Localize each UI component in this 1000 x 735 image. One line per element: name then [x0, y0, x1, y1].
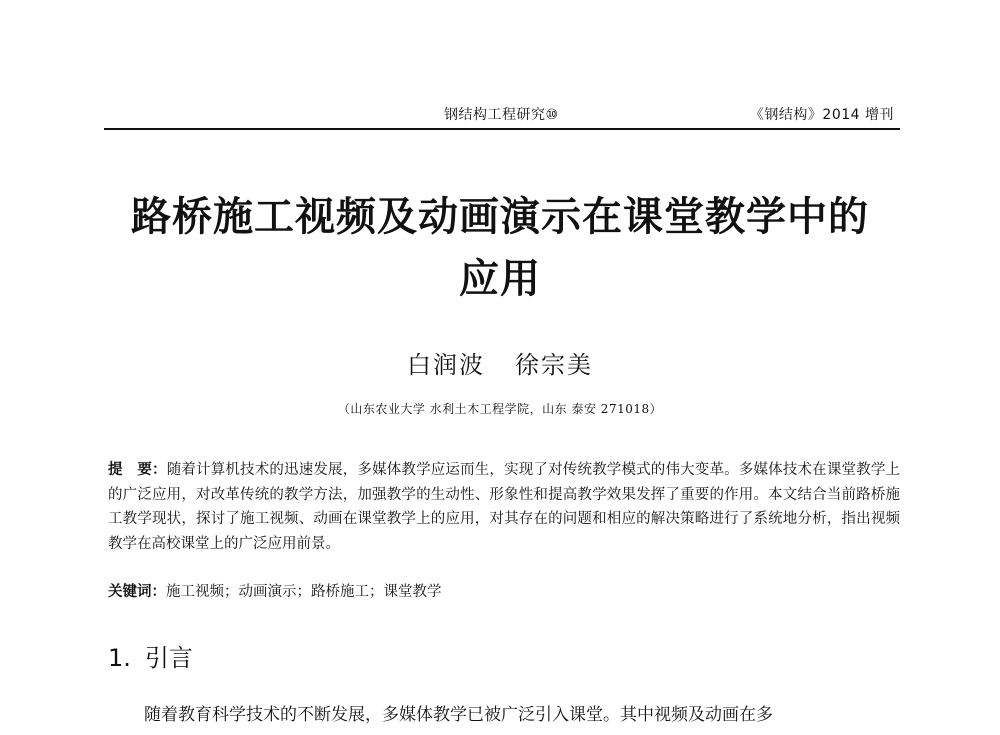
abstract	[108, 458, 900, 556]
section-heading	[108, 638, 193, 673]
author-affiliation: （山东农业大学 水利土木工程学院，山东 泰安 271018）	[337, 402, 663, 416]
keywords	[108, 580, 900, 601]
running-header	[104, 104, 900, 128]
paper-title	[100, 186, 900, 310]
author-name: 白润波	[407, 351, 485, 379]
keywords-label: 关键词：	[108, 584, 166, 600]
abstract-label: 提 要：	[108, 462, 167, 478]
author-list	[100, 345, 900, 380]
paper-title-line-2: 应用	[459, 256, 541, 302]
section-number: 1.	[108, 644, 131, 672]
journal-issue-label: 《钢结构》2014 增刊	[749, 107, 894, 123]
paper-title-line-1: 路桥施工视频及动画演示在课堂教学中的	[131, 194, 869, 240]
header-divider	[104, 128, 900, 130]
author-name: 徐宗美	[515, 351, 593, 379]
body-paragraph: 随着教育科学技术的不断发展，多媒体教学已被广泛引入课堂。其中视频及动画在多	[144, 705, 773, 725]
journal-series-label: 钢结构工程研究⑩	[444, 107, 559, 123]
section-title: 引言	[144, 644, 193, 672]
abstract-text: 随着计算机技术的迅速发展，多媒体教学应运而生，实现了对传统教学模式的伟大变革。多媒体技术在课堂教学上的广泛应用，对改革传统的教学方法，加强教学的生动性、形象性和提高教学效果发挥了重要的作用。本文结合当前路桥施工教学现状，探讨了施工视频、动画在课堂教学上的应用，对其存在的问题和相应的解决策略进行了系统地分析，指出视频教学在高校课堂上的广泛应用前景。	[108, 462, 901, 552]
keywords-text: 施工视频；动画演示；路桥施工；课堂教学	[166, 584, 442, 600]
